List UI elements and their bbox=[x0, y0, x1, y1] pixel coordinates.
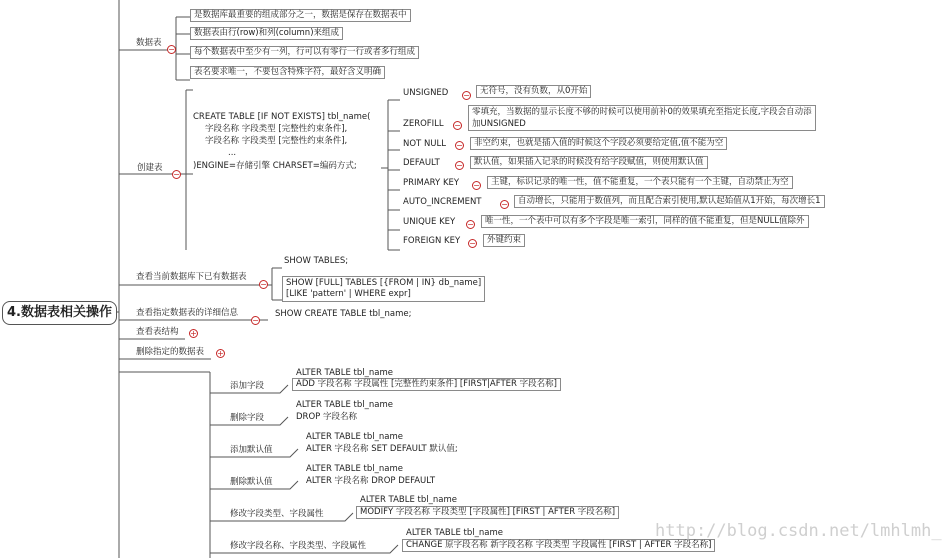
expand-icon[interactable]: + bbox=[190, 329, 197, 338]
alter-drop-field-line-1: ALTER TABLE tbl_name bbox=[296, 400, 393, 410]
root-node[interactable]: 4.数据表相关操作 bbox=[2, 301, 117, 325]
constraint-foreign-key-desc: 外键约束 bbox=[483, 234, 525, 247]
show-full-tables-cmd: SHOW [FULL] TABLES [{FROM | IN} db_name] [LIKE 'pattern' | WHERE expr] bbox=[282, 276, 485, 302]
constraint-primary-key-desc: 主键，标识记录的唯一性，值不能重复，一个表只能有一个主键，自动禁止为空 bbox=[487, 176, 793, 189]
alter-set-default-line-2: ALTER 字段名称 SET DEFAULT 默认值; bbox=[306, 444, 458, 454]
alter-change-line-2: CHANGE 原字段名称 新字段名称 字段类型 字段属性 [FIRST | AFTER 字段名称] bbox=[402, 539, 715, 552]
branch-show-tables[interactable]: 查看当前数据库下已有数据表 bbox=[136, 272, 247, 282]
constraint-auto-increment[interactable]: AUTO_INCREMENT bbox=[403, 197, 482, 207]
branch-show-create-table[interactable]: 查看指定数据表的详细信息 bbox=[136, 308, 239, 318]
alter-modify-field[interactable]: 修改字段类型、字段属性 bbox=[230, 509, 324, 519]
collapse-icon[interactable]: − bbox=[463, 91, 470, 100]
create-syntax-line-4: ... bbox=[228, 148, 237, 158]
branch-data-table[interactable]: 数据表 bbox=[136, 38, 162, 48]
branch-drop-table[interactable]: 删除指定的数据表 bbox=[136, 347, 205, 357]
constraint-unique-key[interactable]: UNIQUE KEY bbox=[403, 217, 456, 227]
constraint-default[interactable]: DEFAULT bbox=[403, 158, 440, 168]
collapse-icon[interactable]: − bbox=[467, 220, 474, 229]
constraint-auto-increment-desc: 自动增长，只能用于数值列，而且配合索引使用,默认起始值从1开始，每次增长1 bbox=[514, 195, 825, 208]
collapse-icon[interactable]: − bbox=[168, 45, 175, 54]
create-syntax-line-2: 字段名称 字段类型 [完整性约束条件], bbox=[205, 124, 348, 134]
b1-child-2: 数据表由行(row)和列(column)来组成 bbox=[190, 27, 343, 40]
collapse-icon[interactable]: − bbox=[456, 161, 463, 170]
constraint-zerofill-desc: 零填充，当数据的显示长度不够的时候可以使用前补0的效果填充至指定长度,字段会自动添加UNSIGNED bbox=[468, 105, 816, 131]
branch-create-table[interactable]: 创建表 bbox=[137, 163, 163, 173]
collapse-icon[interactable]: − bbox=[173, 170, 180, 179]
b1-child-3: 每个数据表中至少有一列，行可以有零行一行或者多行组成 bbox=[190, 46, 419, 59]
collapse-icon[interactable]: − bbox=[454, 121, 461, 130]
alter-drop-default-line-1: ALTER TABLE tbl_name bbox=[306, 464, 403, 474]
constraint-unique-key-desc: 唯一性，一个表中可以有多个字段是唯一索引，同样的值不能重复，但是NULL值除外 bbox=[481, 215, 809, 228]
show-tables-cmd: SHOW TABLES; bbox=[284, 256, 349, 266]
collapse-icon[interactable]: − bbox=[469, 239, 476, 248]
alter-add-field-line-1: ALTER TABLE tbl_name bbox=[296, 368, 393, 378]
constraint-unsigned-desc: 无符号，没有负数，从0开始 bbox=[476, 85, 591, 98]
alter-change-line-1: ALTER TABLE tbl_name bbox=[406, 528, 503, 538]
watermark: http://blog.csdn.net/lmhlmh_ bbox=[655, 521, 942, 541]
alter-set-default[interactable]: 添加默认值 bbox=[230, 445, 273, 455]
constraint-foreign-key[interactable]: FOREIGN KEY bbox=[403, 236, 461, 246]
alter-add-field[interactable]: 添加字段 bbox=[230, 381, 265, 391]
collapse-icon[interactable]: − bbox=[501, 200, 508, 209]
constraint-unsigned[interactable]: UNSIGNED bbox=[403, 88, 449, 98]
collapse-icon[interactable]: − bbox=[252, 316, 259, 325]
alter-drop-default-line-2: ALTER 字段名称 DROP DEFAULT bbox=[306, 476, 436, 486]
constraint-zerofill[interactable]: ZEROFILL bbox=[403, 119, 444, 129]
collapse-icon[interactable]: − bbox=[456, 141, 463, 150]
constraint-not-null[interactable]: NOT NULL bbox=[403, 139, 446, 149]
alter-drop-default[interactable]: 删除默认值 bbox=[230, 477, 273, 487]
collapse-icon[interactable]: − bbox=[260, 280, 267, 289]
b1-child-1: 是数据库最重要的组成部分之一，数据是保存在数据表中 bbox=[190, 9, 411, 22]
alter-drop-field-line-2: DROP 字段名称 bbox=[296, 412, 357, 422]
constraint-not-null-desc: 非空约束，也就是插入值的时候这个字段必须要给定值,值不能为空 bbox=[470, 137, 727, 150]
b1-child-4: 表名要求唯一，不要包含特殊字符，最好含义明确 bbox=[190, 66, 385, 79]
create-syntax-line-5: )ENGINE=存储引擎 CHARSET=编码方式; bbox=[193, 161, 357, 171]
create-syntax-line-1: CREATE TABLE [IF NOT EXISTS] tbl_name( bbox=[193, 112, 371, 122]
alter-set-default-line-1: ALTER TABLE tbl_name bbox=[306, 432, 403, 442]
alter-add-field-line-2: ADD 字段名称 字段属性 [完整性约束条件] [FIRST|AFTER 字段名称] bbox=[292, 378, 561, 391]
branch-describe-table[interactable]: 查看表结构 bbox=[136, 327, 179, 337]
alter-drop-field[interactable]: 删除字段 bbox=[230, 413, 265, 423]
alter-change-field[interactable]: 修改字段名称、字段类型、字段属性 bbox=[230, 541, 367, 551]
alter-modify-line-1: ALTER TABLE tbl_name bbox=[360, 495, 457, 505]
create-syntax-line-3: 字段名称 字段类型 [完整性约束条件], bbox=[205, 136, 348, 146]
alter-modify-line-2: MODIFY 字段名称 字段类型 [字段属性] [FIRST | AFTER 字段名称] bbox=[356, 506, 619, 519]
constraint-default-desc: 默认值，如果插入记录的时候没有给字段赋值，则使用默认值 bbox=[470, 156, 708, 169]
show-create-table-cmd: SHOW CREATE TABLE tbl_name; bbox=[275, 309, 412, 319]
collapse-icon[interactable]: − bbox=[473, 181, 480, 190]
constraint-primary-key[interactable]: PRIMARY KEY bbox=[403, 178, 460, 188]
expand-icon[interactable]: + bbox=[217, 349, 224, 358]
